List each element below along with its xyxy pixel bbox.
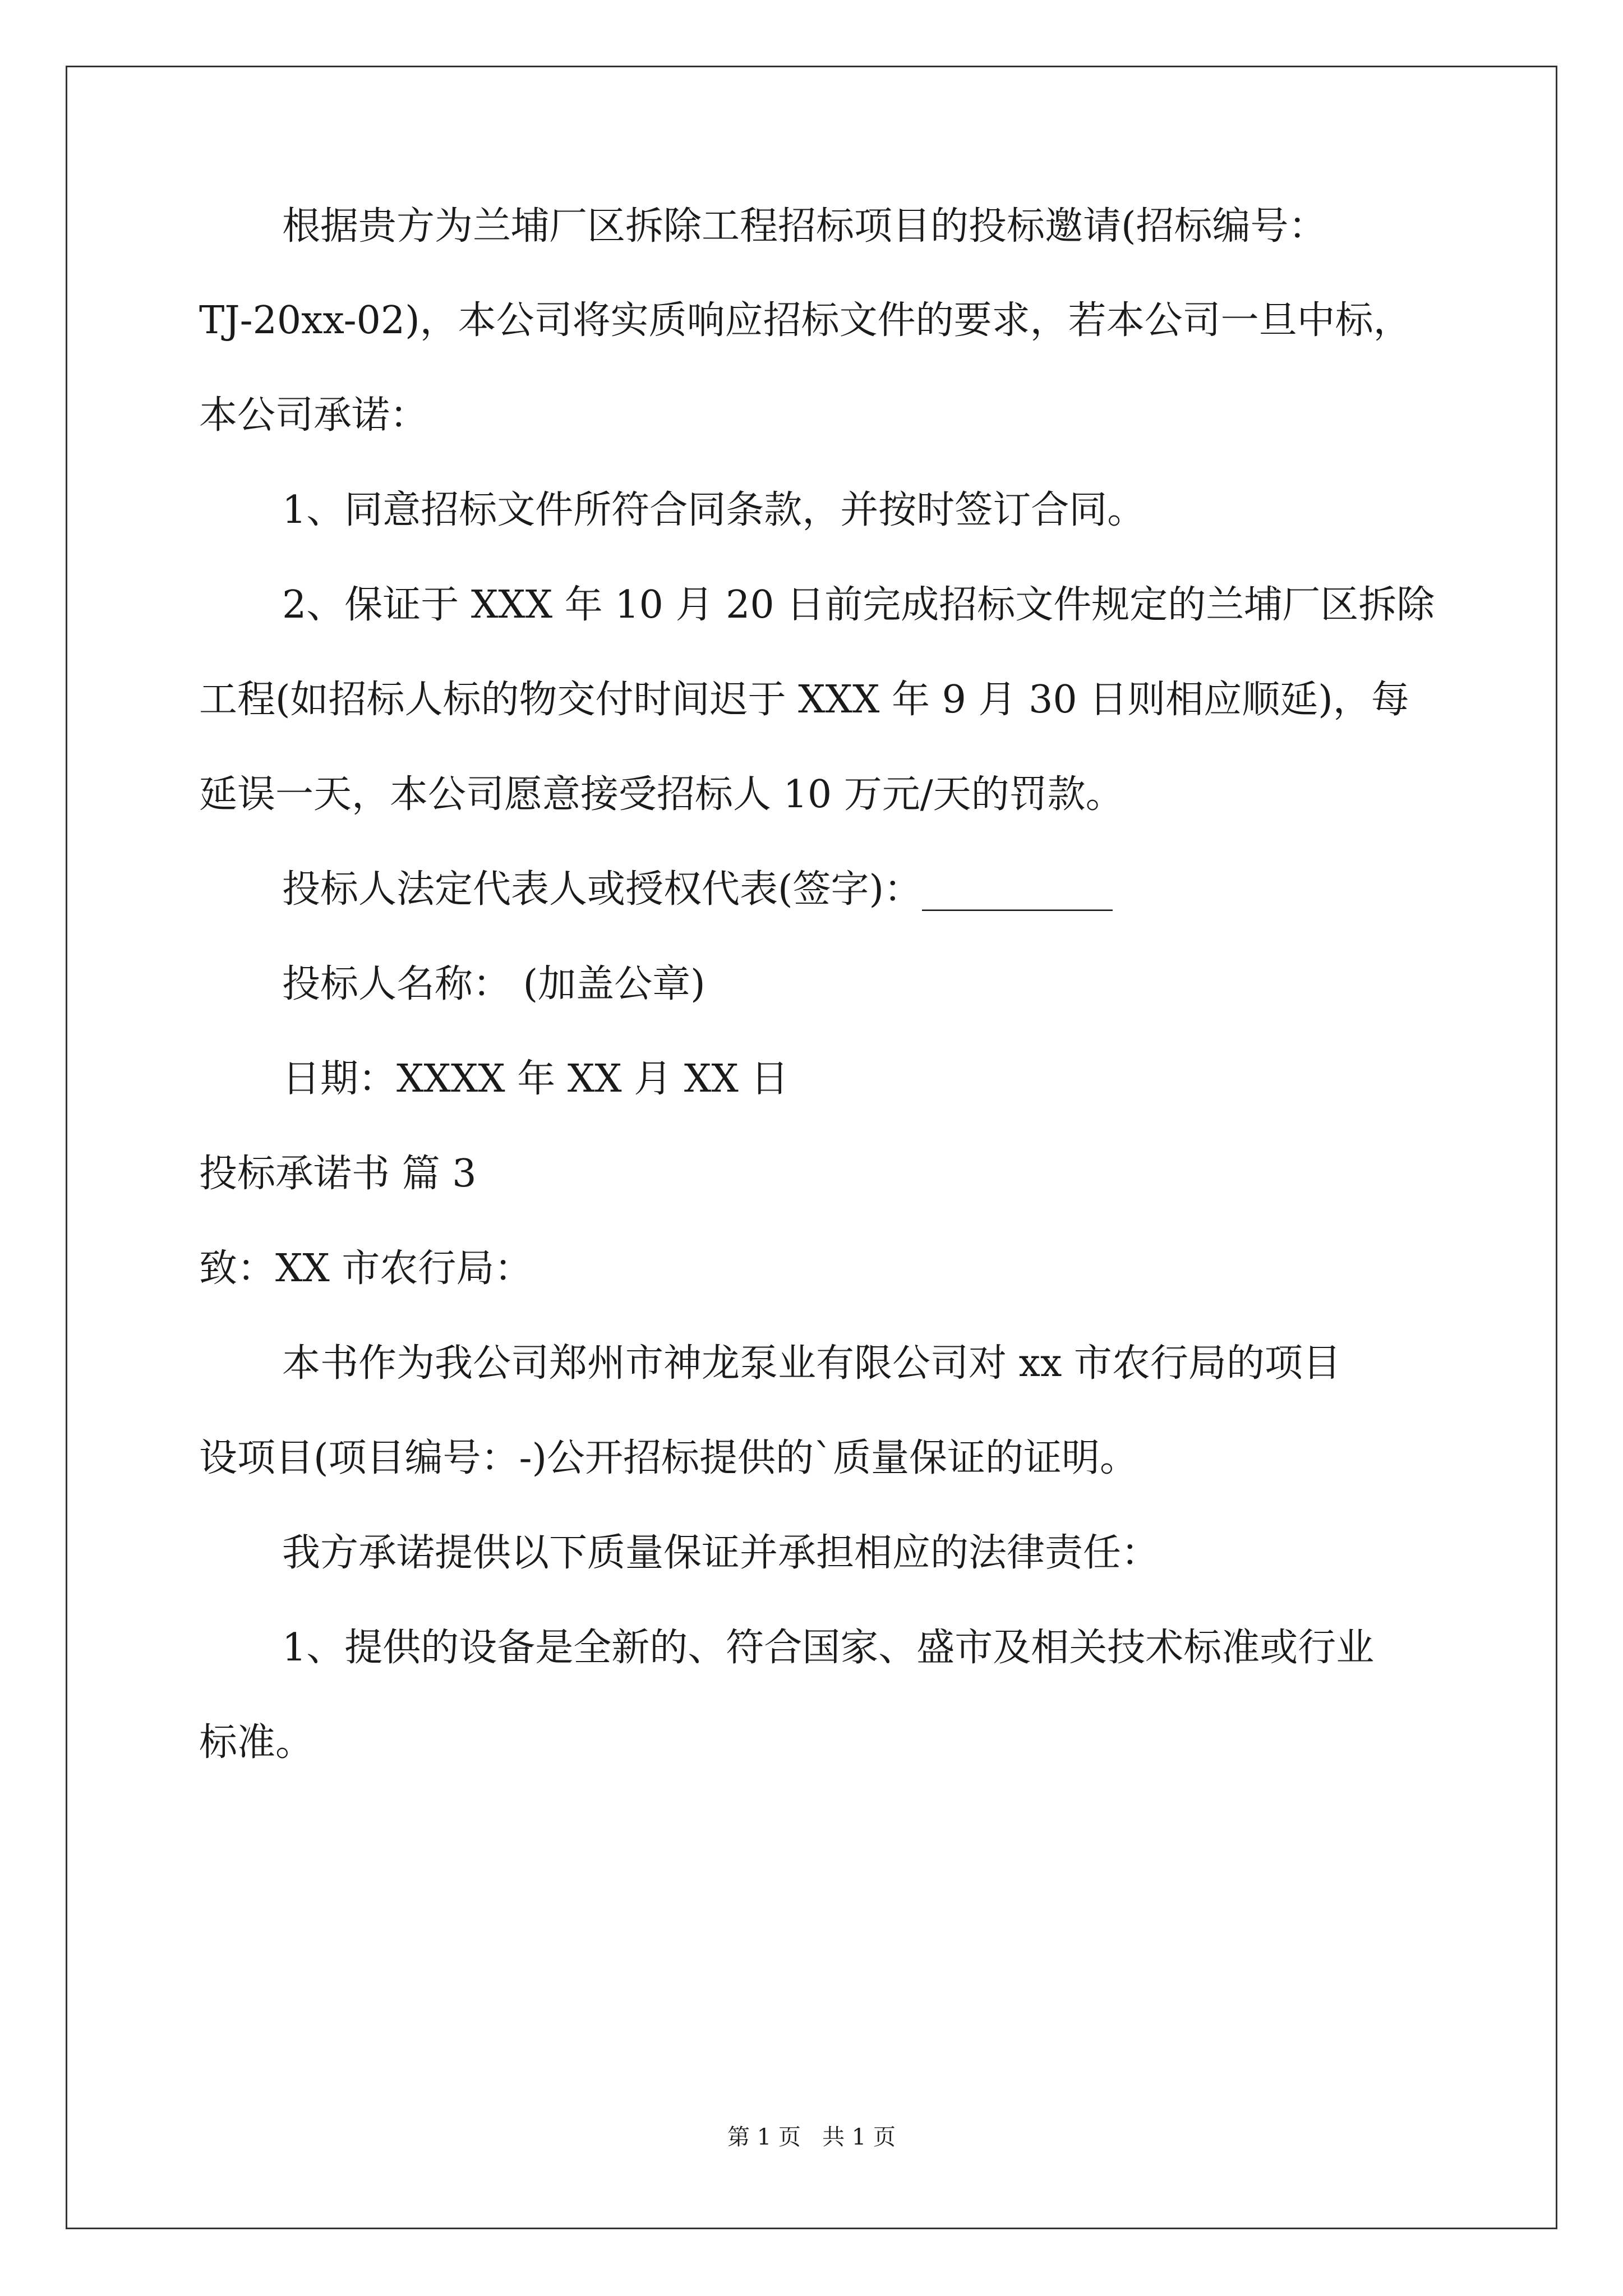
paragraph-line: 标准。 [199,1720,314,1765]
date-line: 日期：XXXX 年 XX 月 XX 日 [282,1057,789,1101]
page-number-footer: 第 1 页 共 1 页 [727,2124,896,2150]
paragraph-line: 本公司承诺： [199,393,428,438]
paragraph-line: 我方承诺提供以下质量保证并承担相应的法律责任： [282,1531,1160,1575]
bidder-name-line: 投标人名称： (加盖公章) [282,962,706,1006]
paragraph-line: 1、同意招标文件所符合同条款，并按时签订合同。 [282,488,1146,532]
paragraph-line: 本书作为我公司郑州市神龙泵业有限公司对 xx 市农行局的项目 [282,1341,1341,1386]
section-heading: 投标承诺书 篇 3 [199,1152,477,1196]
paragraph-line: 工程(如招标人标的物交付时间迟于 XXX 年 9 月 30 日则相应顺延)，每 [199,678,1409,722]
paragraph-line: 2、保证于 XXX 年 10 月 20 日前完成招标文件规定的兰埔厂区拆除 [282,583,1435,627]
paragraph-line: 1、提供的设备是全新的、符合国家、盛市及相关技术标准或行业 [282,1626,1375,1670]
paragraph-line: 设项目(项目编号：-)公开招标提供的`质量保证的证明。 [199,1436,1138,1480]
page-border [66,66,1557,2229]
addressee-line: 致：XX 市农行局： [199,1246,533,1291]
paragraph-line: TJ-20xx-02)，本公司将实质响应招标文件的要求，若本公司一旦中标， [199,298,1412,343]
paragraph-line: 根据贵方为兰埔厂区拆除工程招标项目的投标邀请(招标编号： [282,204,1327,249]
signature-line: 投标人法定代表人或授权代表(签字)：__________ [282,867,1113,912]
paragraph-line: 延误一天，本公司愿意接受招标人 10 万元/天的罚款。 [199,772,1124,817]
